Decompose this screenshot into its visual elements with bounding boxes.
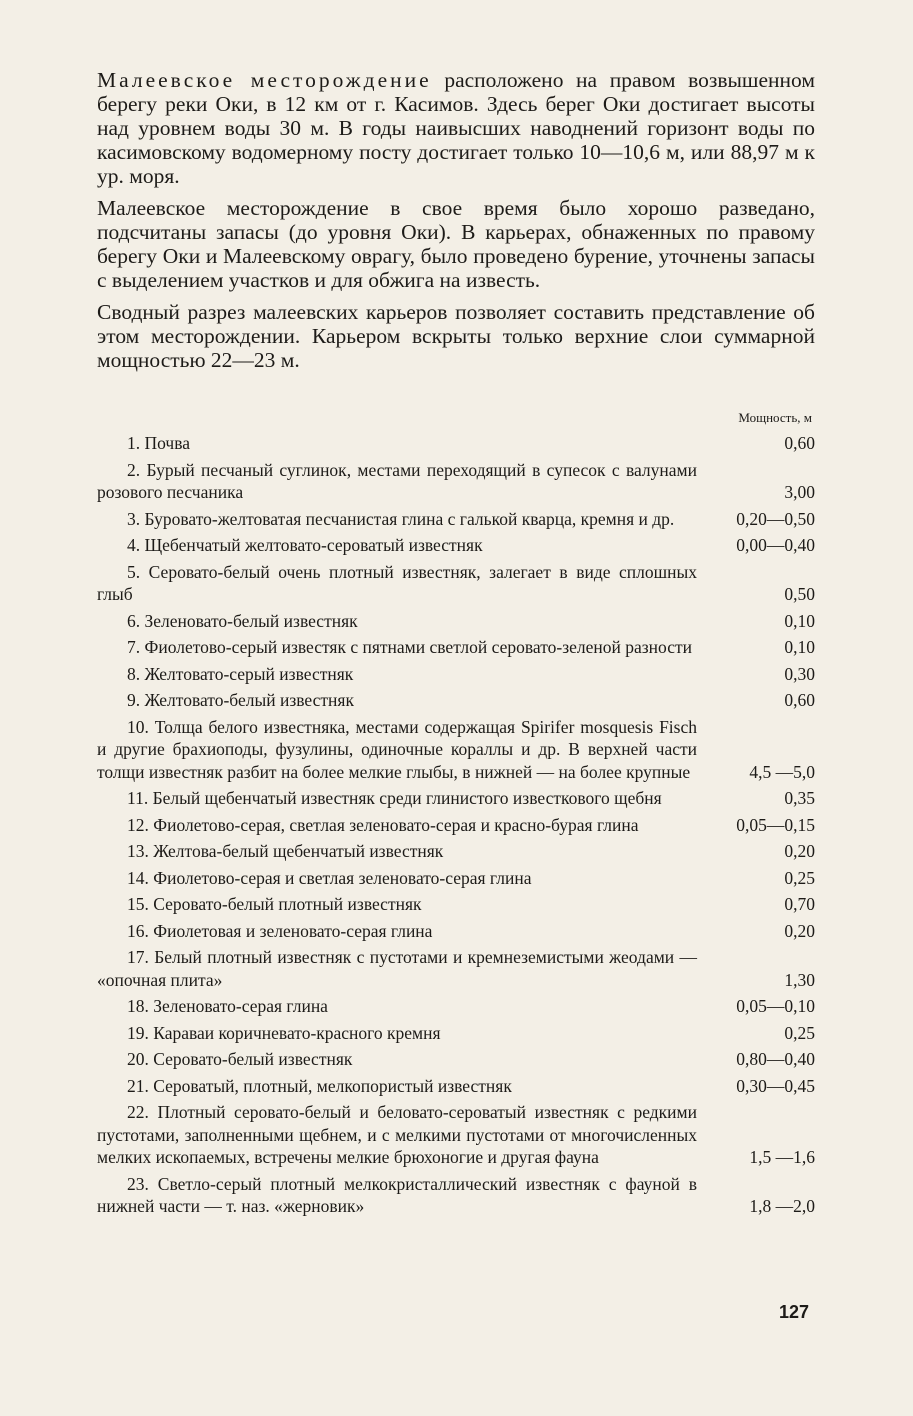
stratum-description <box>97 534 697 557</box>
body-text <box>97 68 815 380</box>
stratum-row <box>97 946 815 991</box>
stratum-row <box>97 663 815 686</box>
stratum-row <box>97 1173 815 1218</box>
stratum-thickness: 0,05—0,10 <box>736 996 815 1016</box>
stratum-row <box>97 814 815 837</box>
stratum-text: 5. Сероватo-белый очень плотный известняк, залегает в виде сплошных глыб <box>97 561 697 604</box>
stratum-thickness: 0,60 <box>784 690 815 710</box>
stratum-row <box>97 561 815 606</box>
stratum-description <box>97 1022 697 1045</box>
stratum-description <box>97 814 697 837</box>
stratum-description <box>97 1173 697 1218</box>
stratum-text: 10. Толща белого известняка, местами содержащая Spirifer mosquesis Fisch и другие брахиоподы, фузулины, одиночные кораллы и др. В верхней части толщи известняк разбит на более мелкие глыбы, в нижней — на более крупные <box>97 716 697 782</box>
stratum-text: 16. Фиолетовая и зеленовато-серая глина <box>127 920 433 941</box>
stratum-row <box>97 432 815 455</box>
stratum-description <box>97 432 697 455</box>
stratum-row <box>97 995 815 1018</box>
stratum-text: 9. Желтовато-белый известняк <box>127 690 354 710</box>
stratum-description <box>97 920 697 943</box>
stratum-description <box>97 508 697 531</box>
stratum-description <box>97 689 697 712</box>
stratum-description <box>97 636 697 659</box>
stratum-row <box>97 689 815 712</box>
stratum-text: 6. Зеленовато-белый известняк <box>127 610 358 631</box>
stratum-thickness: 0,10 <box>784 610 815 631</box>
thickness-column-header: Мощность, м <box>738 410 812 425</box>
stratum-thickness: 0,20 <box>784 920 815 941</box>
stratum-row <box>97 840 815 863</box>
stratum-thickness: 0,00—0,40 <box>736 535 815 555</box>
stratum-text: 14. Фиолетово-серая и светлая зеленовато-серая глина <box>127 867 532 888</box>
paragraph-text: Сводный разрез малеевских карьеров позволяет составить представление об этом месторождении. Карьером вскрыты только верхние слои суммарной мощностью 22—23 м. <box>97 300 815 372</box>
stratum-row <box>97 534 815 557</box>
stratum-description <box>97 840 697 863</box>
stratum-row <box>97 920 815 943</box>
paragraph-2 <box>97 196 815 292</box>
stratum-thickness: 0,80—0,40 <box>736 1049 815 1069</box>
stratum-description <box>97 995 697 1018</box>
stratum-text: 19. Караваи коричневато-красного кремня <box>127 1022 441 1043</box>
stratum-text: 13. Желтова-белый щебенчатый известняк <box>127 841 444 861</box>
stratum-row <box>97 1075 815 1098</box>
stratum-row <box>97 1101 815 1169</box>
paragraph-3 <box>97 300 815 372</box>
stratum-description <box>97 663 697 686</box>
stratum-row <box>97 1048 815 1071</box>
stratum-text: 15. Серовато-белый плотный известняк <box>127 894 422 914</box>
page-number: 127 <box>778 1302 809 1322</box>
stratum-thickness: 3,00 <box>784 482 815 502</box>
stratum-thickness: 0,25 <box>784 867 815 888</box>
stratum-description <box>97 610 697 633</box>
stratum-text: 18. Зеленовато-серая глина <box>127 996 328 1016</box>
stratum-row <box>97 787 815 810</box>
stratum-row <box>97 636 815 659</box>
stratum-text: 11. Белый щебенчатый известняк среди глинистого известкового щебня <box>127 788 662 808</box>
stratum-description <box>97 787 697 810</box>
stratum-row <box>97 459 815 504</box>
stratum-text: 4. Щебенчатый желтовато-сероватый известняк <box>127 535 483 555</box>
stratum-thickness: 4,5 —5,0 <box>749 761 815 782</box>
stratum-text: 23. Светло-серый плотный мелкокристаллический известняк с фауной в нижней части — т. наз. «жерновик» <box>97 1173 697 1216</box>
stratum-thickness: 1,5 —1,6 <box>749 1147 815 1167</box>
paragraph-text: Малеевское месторождение в свое время было хорошо разведано, подсчитаны запасы (до уровня Оки). В карьерах, обнаженных по правому берегу Оки и Малеевскому оврагу, было проведено бурение, уточнены запасы с выделением участков и для обжига на известь. <box>97 196 815 292</box>
stratum-description <box>97 1075 697 1098</box>
stratum-thickness: 0,60 <box>784 433 815 453</box>
stratum-thickness: 0,20—0,50 <box>736 508 815 529</box>
paragraph-text: расположено на правом возвышенном берегу реки Оки, в 12 км от г. Касимов. Здесь берег Оки достигает высоты над уровнем воды 30 м. В годы наивысших наводнений горизонт воды по касимовскому водомерному посту достигает только 10—10,6 м, или 88,97 м к ур. моря. <box>97 68 815 188</box>
stratum-description <box>97 893 697 916</box>
stratum-description <box>97 1048 697 1071</box>
stratum-description <box>97 946 697 991</box>
stratum-row <box>97 1022 815 1045</box>
stratum-thickness: 0,05—0,15 <box>736 814 815 835</box>
stratum-row <box>97 893 815 916</box>
stratum-thickness: 0,20 <box>784 841 815 861</box>
stratum-text: 12. Фиолетово-серая, светлая зеленовато-серая и красно-бурая глина <box>127 814 639 835</box>
stratum-thickness: 0,30 <box>784 663 815 684</box>
stratum-text: 1. Почва <box>127 433 191 453</box>
stratum-text: 3. Буровато-желтоватая песчанистая глина с галькой кварца, кремня и др. <box>127 508 675 529</box>
stratum-row <box>97 867 815 890</box>
stratum-thickness: 0,25 <box>784 1022 815 1043</box>
paragraph-1 <box>97 68 815 188</box>
stratum-row <box>97 716 815 784</box>
stratum-description <box>97 1101 697 1169</box>
stratum-thickness: 0,50 <box>784 584 815 604</box>
stratum-thickness: 0,70 <box>784 894 815 914</box>
stratum-description <box>97 459 697 504</box>
stratum-description <box>97 561 697 606</box>
stratum-thickness: 0,10 <box>784 637 815 657</box>
stratum-text: 22. Плотный серовато-белый и беловато-сероватый известняк с редкими пустотами, заполненными щебнем, и с мелкими пустотами от многочисленных мелких ископаемых, встречены мелкие брюхоногие и другая фауна <box>97 1102 697 1167</box>
stratum-text: 7. Фиолетово-серый известяк с пятнами светлой серовато-зеленой разности <box>127 637 693 657</box>
stratum-thickness: 0,30—0,45 <box>736 1075 815 1096</box>
stratum-thickness: 0,35 <box>784 788 815 808</box>
stratum-description <box>97 867 697 890</box>
stratum-text: 17. Белый плотный известняк с пустотами и кремнеземистыми жеодами — «опочная плита» <box>97 947 697 990</box>
stratum-description <box>97 716 697 784</box>
stratum-row <box>97 610 815 633</box>
stratum-text: 2. Бурый песчаный суглинок, местами переходящий в супесок с валунами розового песчаника <box>97 459 697 502</box>
stratum-row <box>97 508 815 531</box>
paragraph-lead-spaced: Малеевское месторождение <box>97 68 432 92</box>
stratum-thickness: 1,8 —2,0 <box>749 1196 815 1216</box>
stratum-text: 21. Сероватый, плотный, мелкопористый известняк <box>127 1075 512 1096</box>
stratum-thickness: 1,30 <box>784 969 815 990</box>
stratum-text: 8. Желтовато-серый известняк <box>127 663 354 684</box>
strata-list <box>97 432 815 1222</box>
stratum-text: 20. Серовато-белый известняк <box>127 1049 353 1069</box>
